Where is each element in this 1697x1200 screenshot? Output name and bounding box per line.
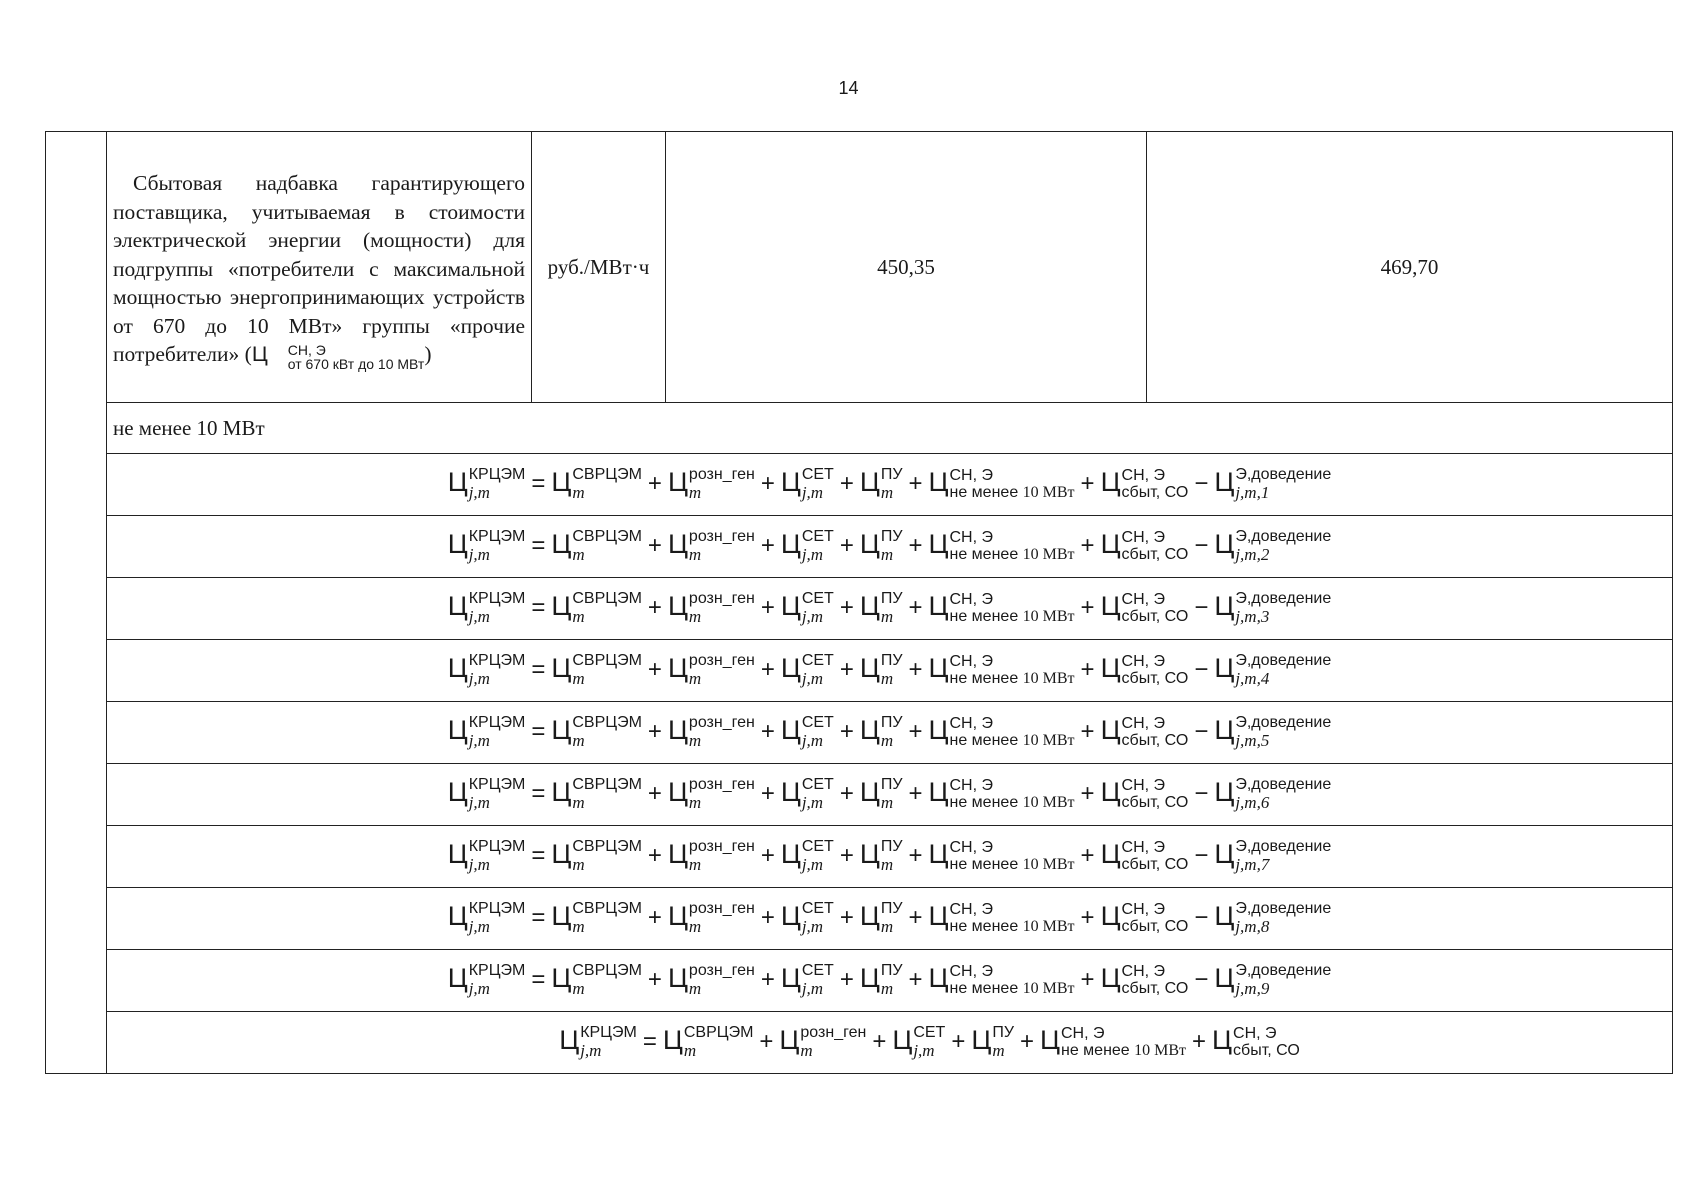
price-symbol: Ц <box>551 963 572 994</box>
price-symbol: Ц <box>928 839 949 870</box>
unit-cell: руб./МВт·ч <box>532 132 666 403</box>
term-superscript: Э,доведение <box>1235 776 1332 794</box>
formula-operator: + <box>839 966 854 994</box>
formula-operator: + <box>760 780 775 808</box>
formula-row <box>46 826 1673 888</box>
term-superscript: СН, Э <box>1233 1024 1277 1042</box>
price-symbol: Ц <box>1100 467 1121 498</box>
formula-operator: + <box>1080 656 1095 684</box>
formula-row <box>46 702 1673 764</box>
formula-operator: − <box>1194 966 1209 994</box>
term-superscript: СВРЦЭМ <box>572 652 642 670</box>
term-superscript: СЕТ <box>801 838 834 856</box>
price-symbol: Ц <box>1100 653 1121 684</box>
price-symbol: Ц <box>551 467 572 498</box>
term-superscript: СН, Э <box>949 652 993 670</box>
price-symbol: Ц <box>447 963 468 994</box>
price-symbol: Ц <box>1212 1025 1233 1056</box>
term-superscript: розн_ген <box>688 838 755 856</box>
formula-row <box>46 1012 1673 1074</box>
term-superscript: СН, Э <box>1121 466 1166 484</box>
price-symbol: Ц <box>667 777 688 808</box>
price-symbol: Ц <box>928 591 949 622</box>
term-superscript: СВРЦЭМ <box>572 962 642 980</box>
term-superscript: СН, Э <box>1121 714 1166 732</box>
formula-cell <box>107 888 1673 950</box>
formula-row <box>46 888 1673 950</box>
price-symbol: Ц <box>447 839 468 870</box>
price-symbol: Ц <box>1214 529 1235 560</box>
formula-operator: = <box>531 656 546 684</box>
price-symbol: Ц <box>551 777 572 808</box>
formula-row <box>46 640 1673 702</box>
term-superscript: ПУ <box>880 714 903 732</box>
price-symbol: Ц <box>1100 529 1121 560</box>
price-symbol: Ц <box>780 777 801 808</box>
term-superscript: СВРЦЭМ <box>683 1024 754 1042</box>
formula-operator: = <box>531 470 546 498</box>
formula-operator: + <box>1080 780 1095 808</box>
price-symbol: Ц <box>1100 777 1121 808</box>
term-superscript: ПУ <box>992 1024 1014 1042</box>
price-symbol: Ц <box>447 901 468 932</box>
term-superscript: СВРЦЭМ <box>572 528 642 546</box>
formula-operator: − <box>1194 656 1209 684</box>
term-superscript: СН, Э <box>1121 776 1166 794</box>
formula-operator: + <box>839 656 854 684</box>
price-symbol: Ц <box>859 715 880 746</box>
formula-operator: + <box>760 966 775 994</box>
term-superscript: КРЦЭМ <box>468 528 526 546</box>
term-superscript: розн_ген <box>688 590 755 608</box>
formula-cell <box>107 578 1673 640</box>
price-symbol: Ц <box>928 963 949 994</box>
formula-row <box>46 764 1673 826</box>
price-symbol: Ц <box>780 467 801 498</box>
price-symbol: Ц <box>551 653 572 684</box>
term-superscript: Э,доведение <box>1235 900 1332 918</box>
formula-cell <box>107 516 1673 578</box>
term-superscript: КРЦЭМ <box>580 1024 637 1042</box>
formula-operator: − <box>1194 780 1209 808</box>
term-superscript: СВРЦЭМ <box>572 590 642 608</box>
formula-operator: + <box>1080 532 1095 560</box>
formula-operator: + <box>1080 470 1095 498</box>
price-symbol: Ц <box>859 777 880 808</box>
formula-operator: + <box>839 842 854 870</box>
term-superscript: КРЦЭМ <box>468 590 526 608</box>
formula-row <box>46 578 1673 640</box>
price-symbol: Ц <box>779 1025 800 1056</box>
formula-operator: − <box>1194 532 1209 560</box>
price-symbol: Ц <box>859 467 880 498</box>
term-superscript: СЕТ <box>801 900 834 918</box>
price-formula: Ц КРЦЭМ j,m = Ц СВРЦЭМ m + Ц розн_ген m + Ц СЕТ j,m + Ц ПУ m + Ц СН, Э не менее 10 МВт + Ц СН, Э сбыт, СО − Ц Э,доведение j,m,2 <box>447 528 1332 565</box>
formula-operator: = <box>531 842 546 870</box>
formula-operator: = <box>531 718 546 746</box>
term-superscript: Э,доведение <box>1235 838 1332 856</box>
price-symbol: Ц <box>447 467 468 498</box>
formula-operator: + <box>839 780 854 808</box>
price-symbol: Ц <box>1214 715 1235 746</box>
formula-operator: = <box>531 904 546 932</box>
price-symbol: Ц <box>667 839 688 870</box>
term-superscript: СЕТ <box>801 466 834 484</box>
term-superscript: СЕТ <box>801 962 834 980</box>
price-symbol: Ц <box>971 1025 992 1056</box>
term-superscript: ПУ <box>880 652 903 670</box>
formula-cell <box>107 640 1673 702</box>
price-symbol: Ц <box>928 467 949 498</box>
price-symbol: Ц <box>667 963 688 994</box>
term-superscript: СЕТ <box>801 776 834 794</box>
price-symbol: Ц <box>447 653 468 684</box>
price-symbol: Ц <box>1214 653 1235 684</box>
formula-cell <box>107 454 1673 516</box>
formula-row <box>46 454 1673 516</box>
price-symbol: Ц <box>1214 963 1235 994</box>
price-symbol: Ц <box>1214 777 1235 808</box>
price-symbol: Ц <box>892 1025 913 1056</box>
price-symbol: Ц <box>1100 715 1121 746</box>
formula-cell <box>107 764 1673 826</box>
term-superscript: КРЦЭМ <box>468 900 526 918</box>
price-symbol: Ц <box>667 529 688 560</box>
price-symbol: Ц <box>1214 901 1235 932</box>
section-heading: не менее 10 МВт <box>107 403 1673 454</box>
formula-operator: − <box>1194 594 1209 622</box>
price-symbol: Ц <box>667 653 688 684</box>
term-superscript: Э,доведение <box>1235 528 1332 546</box>
price-symbol: Ц <box>859 653 880 684</box>
term-superscript: СН, Э <box>1121 962 1166 980</box>
price-symbol: Ц <box>551 839 572 870</box>
formula-row <box>46 516 1673 578</box>
formula-operator: + <box>908 470 923 498</box>
price-symbol: Ц <box>1100 901 1121 932</box>
formula-operator: + <box>908 904 923 932</box>
price-symbol: Ц <box>251 342 268 367</box>
term-superscript: розн_ген <box>688 900 755 918</box>
table-row-heading <box>46 403 1673 454</box>
formula-operator: + <box>908 842 923 870</box>
term-superscript: СЕТ <box>801 528 834 546</box>
formula-cell <box>107 826 1673 888</box>
price-formula: Ц КРЦЭМ j,m = Ц СВРЦЭМ m + Ц розн_ген m + Ц СЕТ j,m + Ц ПУ m + Ц СН, Э не менее 10 МВт + Ц СН, Э сбыт, СО − Ц Э,доведение j,m,7 <box>447 838 1332 875</box>
formula-operator: = <box>531 966 546 994</box>
price-formula: Ц КРЦЭМ j,m = Ц СВРЦЭМ m + Ц розн_ген m + Ц СЕТ j,m + Ц ПУ m + Ц СН, Э не менее 10 МВт + Ц СН, Э сбыт, СО − Ц Э,доведение j,m,4 <box>447 652 1332 689</box>
term-superscript: СВРЦЭМ <box>572 466 642 484</box>
formula-operator: + <box>1019 1028 1034 1056</box>
term-superscript: СН, Э <box>1121 838 1166 856</box>
formula-operator: + <box>647 594 662 622</box>
formula-operator: + <box>647 904 662 932</box>
term-superscript: розн_ген <box>688 466 755 484</box>
price-symbol: Ц <box>928 653 949 684</box>
value-cell-1: 450,35 <box>666 132 1147 403</box>
price-symbol: Ц <box>1214 467 1235 498</box>
description-cell <box>107 132 532 403</box>
term-superscript: ПУ <box>880 900 903 918</box>
formula-operator: − <box>1194 904 1209 932</box>
term-superscript: КРЦЭМ <box>468 714 526 732</box>
term-superscript: СН, Э <box>949 838 993 856</box>
term-superscript: Э,доведение <box>1235 714 1332 732</box>
term-superscript: КРЦЭМ <box>468 838 526 856</box>
formula-operator: + <box>760 842 775 870</box>
price-symbol: Ц <box>780 529 801 560</box>
term-superscript: розн_ген <box>688 962 755 980</box>
formula-operator: = <box>531 532 546 560</box>
formula-operator: − <box>1194 842 1209 870</box>
term-superscript: Э,доведение <box>1235 466 1332 484</box>
formula-operator: + <box>647 656 662 684</box>
page-number: 14 <box>838 78 859 98</box>
price-symbol: Ц <box>859 529 880 560</box>
price-symbol: Ц <box>1100 963 1121 994</box>
term-superscript: ПУ <box>880 466 903 484</box>
formula-operator: + <box>647 718 662 746</box>
term-superscript: розн_ген <box>688 652 755 670</box>
price-formula: Ц КРЦЭМ j,m = Ц СВРЦЭМ m + Ц розн_ген m + Ц СЕТ j,m + Ц ПУ m + Ц СН, Э не менее 10 МВт + Ц СН, Э сбыт, СО − Ц Э,доведение j,m,6 <box>447 776 1332 813</box>
price-symbol: Ц <box>667 901 688 932</box>
price-symbol: Ц <box>559 1025 580 1056</box>
price-symbol: Ц <box>667 467 688 498</box>
table-row-sales-markup <box>46 132 1673 403</box>
price-formula: Ц КРЦЭМ j,m = Ц СВРЦЭМ m + Ц розн_ген m + Ц СЕТ j,m + Ц ПУ m + Ц СН, Э не менее 10 МВт + Ц СН, Э сбыт, СО − Ц Э,доведение j,m,3 <box>447 590 1332 627</box>
price-symbol: Ц <box>1040 1025 1060 1056</box>
price-symbol: Ц <box>928 529 949 560</box>
formula-row <box>46 950 1673 1012</box>
price-symbol: Ц <box>447 715 468 746</box>
term-superscript: СН, Э <box>1060 1024 1105 1042</box>
term-superscript: СВРЦЭМ <box>572 838 642 856</box>
term-superscript: Э,доведение <box>1235 652 1332 670</box>
price-symbol: Ц <box>859 591 880 622</box>
formula-operator: + <box>759 1028 774 1056</box>
term-superscript: ПУ <box>880 838 903 856</box>
formula-operator: + <box>647 842 662 870</box>
term-superscript: СН, Э <box>1121 652 1166 670</box>
price-symbol: Ц <box>667 591 688 622</box>
price-symbol: Ц <box>551 529 572 560</box>
term-superscript: ПУ <box>880 528 903 546</box>
term-superscript: СН, Э <box>949 466 993 484</box>
formula-operator: + <box>1192 1028 1207 1056</box>
formula-operator: + <box>1080 904 1095 932</box>
price-symbol: Ц <box>447 591 468 622</box>
term-superscript: СВРЦЭМ <box>572 714 642 732</box>
term-superscript: СН, Э <box>949 900 993 918</box>
price-symbol: Ц <box>928 715 949 746</box>
term-superscript: КРЦЭМ <box>468 776 526 794</box>
price-symbol: Ц <box>780 653 801 684</box>
formula-operator: + <box>760 656 775 684</box>
term-superscript: СЕТ <box>801 714 834 732</box>
term-superscript: ПУ <box>880 776 903 794</box>
price-symbol: Ц <box>859 839 880 870</box>
value-cell-2: 469,70 <box>1147 132 1673 403</box>
price-symbol: Ц <box>667 715 688 746</box>
formula-operator: + <box>839 904 854 932</box>
tariff-table <box>45 131 1673 1074</box>
number-column-cell <box>46 132 107 1074</box>
term-superscript: СН, Э <box>1121 900 1166 918</box>
price-symbol: Ц <box>1100 591 1121 622</box>
formula-operator: − <box>1194 470 1209 498</box>
formula-operator: − <box>1194 718 1209 746</box>
term-superscript: розн_ген <box>800 1024 867 1042</box>
term-superscript: СН, Э <box>949 962 993 980</box>
term-superscript: Э,доведение <box>1235 962 1332 980</box>
price-symbol: Ц <box>928 777 949 808</box>
price-symbol: Ц <box>928 901 949 932</box>
formula-operator: + <box>760 532 775 560</box>
term-superscript: ПУ <box>880 590 903 608</box>
formula-operator: + <box>839 532 854 560</box>
formula-operator: + <box>760 718 775 746</box>
formula-operator: = <box>531 594 546 622</box>
formula-operator: + <box>839 470 854 498</box>
formula-operator: + <box>1080 718 1095 746</box>
term-superscript: СН, Э <box>949 528 993 546</box>
price-symbol: Ц <box>551 715 572 746</box>
term-superscript: СЕТ <box>801 652 834 670</box>
formula-cell <box>107 1012 1673 1074</box>
term-superscript: СН, Э <box>949 776 993 794</box>
formula-operator: + <box>908 718 923 746</box>
formula-operator: + <box>760 904 775 932</box>
formula-operator: + <box>647 966 662 994</box>
price-symbol: Ц <box>780 591 801 622</box>
price-symbol: Ц <box>447 777 468 808</box>
term-superscript: СН, Э <box>1121 590 1166 608</box>
price-symbol: Ц <box>859 963 880 994</box>
term-superscript: КРЦЭМ <box>468 466 526 484</box>
formula-operator: + <box>647 532 662 560</box>
formula-cell <box>107 950 1673 1012</box>
price-formula: Ц КРЦЭМ j,m = Ц СВРЦЭМ m + Ц розн_ген m + Ц СЕТ j,m + Ц ПУ m + Ц СН, Э не менее 10 МВт + Ц СН, Э сбыт, СО − Ц Э,доведение j,m,5 <box>447 714 1332 751</box>
formula-operator: + <box>760 594 775 622</box>
formula-operator: + <box>760 470 775 498</box>
formula-cell <box>107 702 1673 764</box>
formula-operator: + <box>872 1028 887 1056</box>
formula-operator: + <box>908 966 923 994</box>
price-symbol: Ц <box>662 1025 683 1056</box>
price-symbol: Ц <box>447 529 468 560</box>
price-formula: Ц КРЦЭМ j,m = Ц СВРЦЭМ m + Ц розн_ген m + Ц СЕТ j,m + Ц ПУ m + Ц СН, Э не менее 10 МВт + Ц СН, Э сбыт, СО − Ц Э,доведение j,m,8 <box>447 900 1332 937</box>
formula-operator: + <box>647 470 662 498</box>
formula-operator: + <box>908 532 923 560</box>
symbol-subscript: от 670 кВт до 10 МВт <box>287 355 425 372</box>
term-superscript: СН, Э <box>949 590 993 608</box>
closing-paren: ) <box>424 342 432 367</box>
term-superscript: СН, Э <box>949 714 993 732</box>
formula-operator: + <box>839 594 854 622</box>
term-superscript: ПУ <box>880 962 903 980</box>
term-superscript: розн_ген <box>688 776 755 794</box>
term-superscript: СВРЦЭМ <box>572 776 642 794</box>
price-symbol: Ц <box>859 901 880 932</box>
formula-operator: + <box>908 594 923 622</box>
formula-operator: + <box>1080 966 1095 994</box>
price-formula: Ц КРЦЭМ j,m = Ц СВРЦЭМ m + Ц розн_ген m + Ц СЕТ j,m + Ц ПУ m + Ц СН, Э не менее 10 МВт + Ц СН, Э сбыт, СО − Ц Э,доведение j,m,9 <box>447 962 1332 999</box>
term-superscript: розн_ген <box>688 528 755 546</box>
term-superscript: розн_ген <box>688 714 755 732</box>
price-symbol: Ц <box>780 901 801 932</box>
term-superscript: Э,доведение <box>1235 590 1332 608</box>
formula-operator: + <box>1080 594 1095 622</box>
formula-operator: + <box>908 780 923 808</box>
formula-operator: + <box>1080 842 1095 870</box>
term-superscript: СЕТ <box>801 590 834 608</box>
price-formula: Ц КРЦЭМ j,m = Ц СВРЦЭМ m + Ц розн_ген m + Ц СЕТ j,m + Ц ПУ m + Ц СН, Э не менее 10 МВт + Ц СН, Э сбыт, СО <box>559 1024 1300 1061</box>
formula-operator: + <box>908 656 923 684</box>
price-symbol: Ц <box>780 839 801 870</box>
term-superscript: КРЦЭМ <box>468 962 526 980</box>
term-superscript: СВРЦЭМ <box>572 900 642 918</box>
formula-operator: = <box>531 780 546 808</box>
price-symbol: Ц <box>1100 839 1121 870</box>
term-superscript: СН, Э <box>1121 528 1166 546</box>
price-symbol: Ц <box>551 591 572 622</box>
term-superscript: СЕТ <box>913 1024 946 1042</box>
price-symbol: Ц <box>780 963 801 994</box>
formula-operator: + <box>951 1028 966 1056</box>
description-text: Сбытовая надбавка гарантирующего поставщика, учитываемая в стоимости электрической энергии (мощности) для подгруппы «потребители с максимальной мощностью энергопринимающих устройств от 670 до 10 МВт» группы «прочие потребители» ( <box>113 171 525 367</box>
symbol-superscript: СН, Э <box>287 341 326 358</box>
formula-operator: = <box>642 1028 657 1056</box>
price-symbol: Ц <box>1214 839 1235 870</box>
formula-operator: + <box>839 718 854 746</box>
term-superscript: КРЦЭМ <box>468 652 526 670</box>
formula-operator: + <box>647 780 662 808</box>
price-symbol: Ц <box>780 715 801 746</box>
price-symbol: Ц <box>1214 591 1235 622</box>
price-symbol: Ц <box>551 901 572 932</box>
price-formula: Ц КРЦЭМ j,m = Ц СВРЦЭМ m + Ц розн_ген m + Ц СЕТ j,m + Ц ПУ m + Ц СН, Э не менее 10 МВт + Ц СН, Э сбыт, СО − Ц Э,доведение j,m,1 <box>447 466 1332 503</box>
